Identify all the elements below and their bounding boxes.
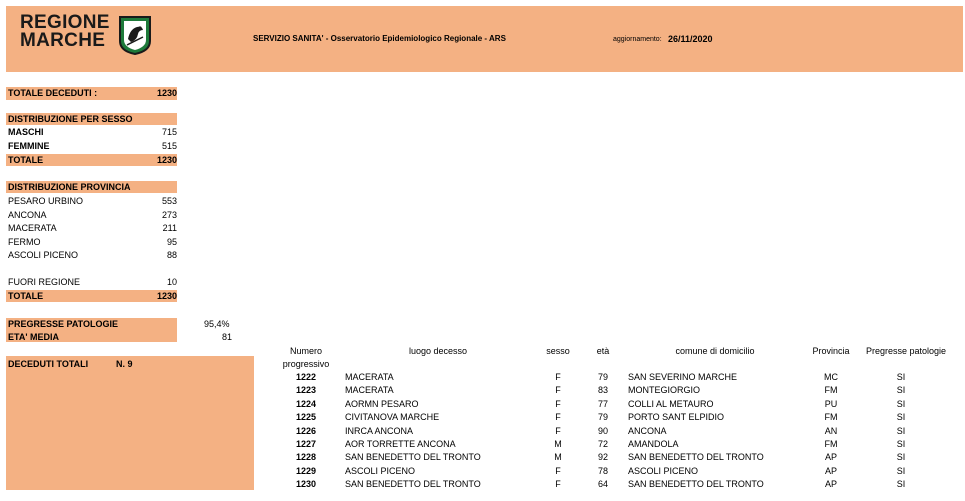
cell-luogo: CIVITANOVA MARCHE [345, 412, 440, 423]
cell-numero: 1229 [295, 465, 317, 476]
deceduti-totali-box [6, 356, 254, 490]
cell-comune: AMANDOLA [628, 439, 679, 449]
cell-comune: PORTO SANT ELPIDIO [628, 412, 725, 423]
cell-eta: 83 [597, 385, 608, 396]
cell-luogo: INRCA ANCONA [345, 425, 414, 436]
fuori-regione-label: FUORI REGIONE [8, 277, 81, 287]
cell-eta: 64 [597, 479, 608, 490]
cell-comune: MONTEGIORGIO [628, 385, 700, 396]
femmine-value: 515 [161, 141, 177, 151]
provincia-row-label: PESARO URBINO [8, 196, 84, 206]
cell-comune: SAN BENEDETTO DEL TRONTO [628, 479, 764, 490]
cell-numero: 1222 [295, 372, 317, 382]
provincia-row-label: ASCOLI PICENO [8, 250, 79, 260]
cell-sesso: F [555, 425, 561, 436]
cell-luogo: SAN BENEDETTO DEL TRONTO [345, 452, 481, 463]
cell-sesso: F [555, 398, 561, 409]
cell-numero: 1230 [295, 479, 317, 490]
col-header-patologie: Pregresse patologie [865, 346, 947, 356]
sesso-totale-label: TOTALE [8, 155, 44, 165]
cell-patologie: SI [896, 398, 906, 409]
sesso-title: DISTRIBUZIONE PER SESSO [8, 114, 133, 124]
col-header-luogo: luogo decesso [408, 346, 468, 356]
cell-comune: SAN BENEDETTO DEL TRONTO [628, 452, 764, 463]
provincia-title: DISTRIBUZIONE PROVINCIA [8, 182, 131, 192]
maschi-label: MASCHI [8, 127, 44, 137]
cell-luogo: SAN BENEDETTO DEL TRONTO [345, 479, 481, 490]
eta-media-value: 81 [221, 332, 232, 342]
cell-sesso: F [555, 385, 561, 396]
cell-luogo: AORMN PESARO [345, 398, 419, 409]
eta-media-label: ETA' MEDIA [8, 332, 59, 342]
logo-line-2: MARCHE [20, 30, 106, 51]
col-header-comune: comune di domicilio [675, 346, 755, 356]
cell-eta: 92 [597, 452, 608, 463]
provincia-row-value: 273 [161, 210, 177, 220]
cell-sesso: M [554, 452, 562, 463]
totale-deceduti-label: TOTALE DECEDUTI : [8, 88, 98, 98]
cell-numero: 1227 [295, 439, 317, 449]
provincia-totale-value: 1230 [156, 291, 177, 301]
cell-sesso: M [554, 439, 562, 449]
cell-eta: 90 [597, 425, 608, 436]
col-header-sesso: sesso [546, 346, 570, 356]
coat-of-arms-icon [118, 15, 152, 55]
cell-eta: 72 [597, 439, 608, 449]
deceduti-totali-count: N. 9 [116, 359, 133, 369]
cell-sesso: F [555, 412, 561, 423]
service-title: SERVIZIO SANITA' - Osservatorio Epidemiologico Regionale - ARS [253, 34, 506, 43]
cell-eta: 79 [597, 372, 608, 382]
cell-provincia: AP [824, 452, 837, 463]
cell-provincia: PU [824, 398, 838, 409]
cell-sesso: F [555, 479, 561, 490]
col-header-progressivo: progressivo [282, 359, 330, 369]
cell-luogo: MACERATA [345, 385, 394, 396]
femmine-label: FEMMINE [8, 141, 50, 151]
pregresse-patologie-label: PREGRESSE PATOLOGIE [8, 319, 119, 329]
fuori-regione-value: 10 [166, 277, 177, 287]
cell-sesso: F [555, 372, 561, 382]
deceduti-totali-label: DECEDUTI TOTALI [8, 359, 89, 369]
maschi-value: 715 [161, 127, 177, 137]
cell-patologie: SI [896, 412, 906, 423]
cell-patologie: SI [896, 479, 906, 490]
provincia-row-value: 553 [161, 196, 177, 206]
provincia-row-label: MACERATA [8, 223, 57, 233]
cell-numero: 1226 [295, 425, 317, 436]
cell-comune: SAN SEVERINO MARCHE [628, 372, 738, 382]
cell-patologie: SI [896, 385, 906, 396]
provincia-row-value: 88 [166, 250, 177, 260]
cell-provincia: FM [824, 412, 838, 423]
provincia-row-label: ANCONA [8, 210, 47, 220]
cell-numero: 1224 [295, 398, 317, 409]
cell-luogo: AOR TORRETTE ANCONA [345, 439, 456, 449]
provincia-totale-label: TOTALE [8, 291, 44, 301]
cell-provincia: MC [824, 372, 838, 382]
cell-provincia: AP [824, 465, 837, 476]
cell-comune: COLLI AL METAURO [628, 398, 714, 409]
regione-marche-logo [14, 14, 154, 60]
cell-patologie: SI [896, 452, 906, 463]
cell-patologie: SI [896, 439, 906, 449]
pregresse-patologie-value: 95,4% [204, 319, 230, 329]
sesso-totale-value: 1230 [156, 155, 177, 165]
cell-provincia: FM [824, 385, 838, 396]
cell-comune: ASCOLI PICENO [628, 465, 699, 476]
cell-numero: 1225 [295, 412, 317, 423]
cell-patologie: SI [896, 425, 906, 436]
cell-luogo: ASCOLI PICENO [345, 465, 416, 476]
update-date: 26/11/2020 [668, 34, 713, 44]
logo-line-1: REGIONE [20, 12, 110, 33]
cell-provincia: AN [824, 425, 838, 436]
provincia-row-value: 211 [162, 223, 177, 233]
cell-eta: 79 [597, 412, 608, 423]
provincia-row-label: FERMO [8, 237, 41, 247]
cell-numero: 1223 [295, 385, 317, 396]
update-label: aggiornamento: [613, 36, 662, 43]
cell-numero: 1228 [295, 452, 317, 463]
cell-patologie: SI [896, 465, 906, 476]
col-header-numero: Numero [289, 346, 322, 356]
cell-provincia: AP [824, 479, 837, 490]
cell-sesso: F [555, 465, 561, 476]
col-header-eta: età [596, 346, 610, 356]
provincia-row-value: 95 [166, 237, 177, 247]
totale-deceduti-value: 1230 [156, 88, 177, 98]
col-header-provincia: Provincia [812, 346, 850, 356]
cell-patologie: SI [896, 372, 906, 382]
cell-luogo: MACERATA [345, 372, 394, 382]
cell-provincia: FM [824, 439, 838, 449]
cell-eta: 77 [597, 398, 608, 409]
logo-text [20, 14, 110, 50]
cell-eta: 78 [597, 465, 608, 476]
cell-comune: ANCONA [628, 425, 667, 436]
